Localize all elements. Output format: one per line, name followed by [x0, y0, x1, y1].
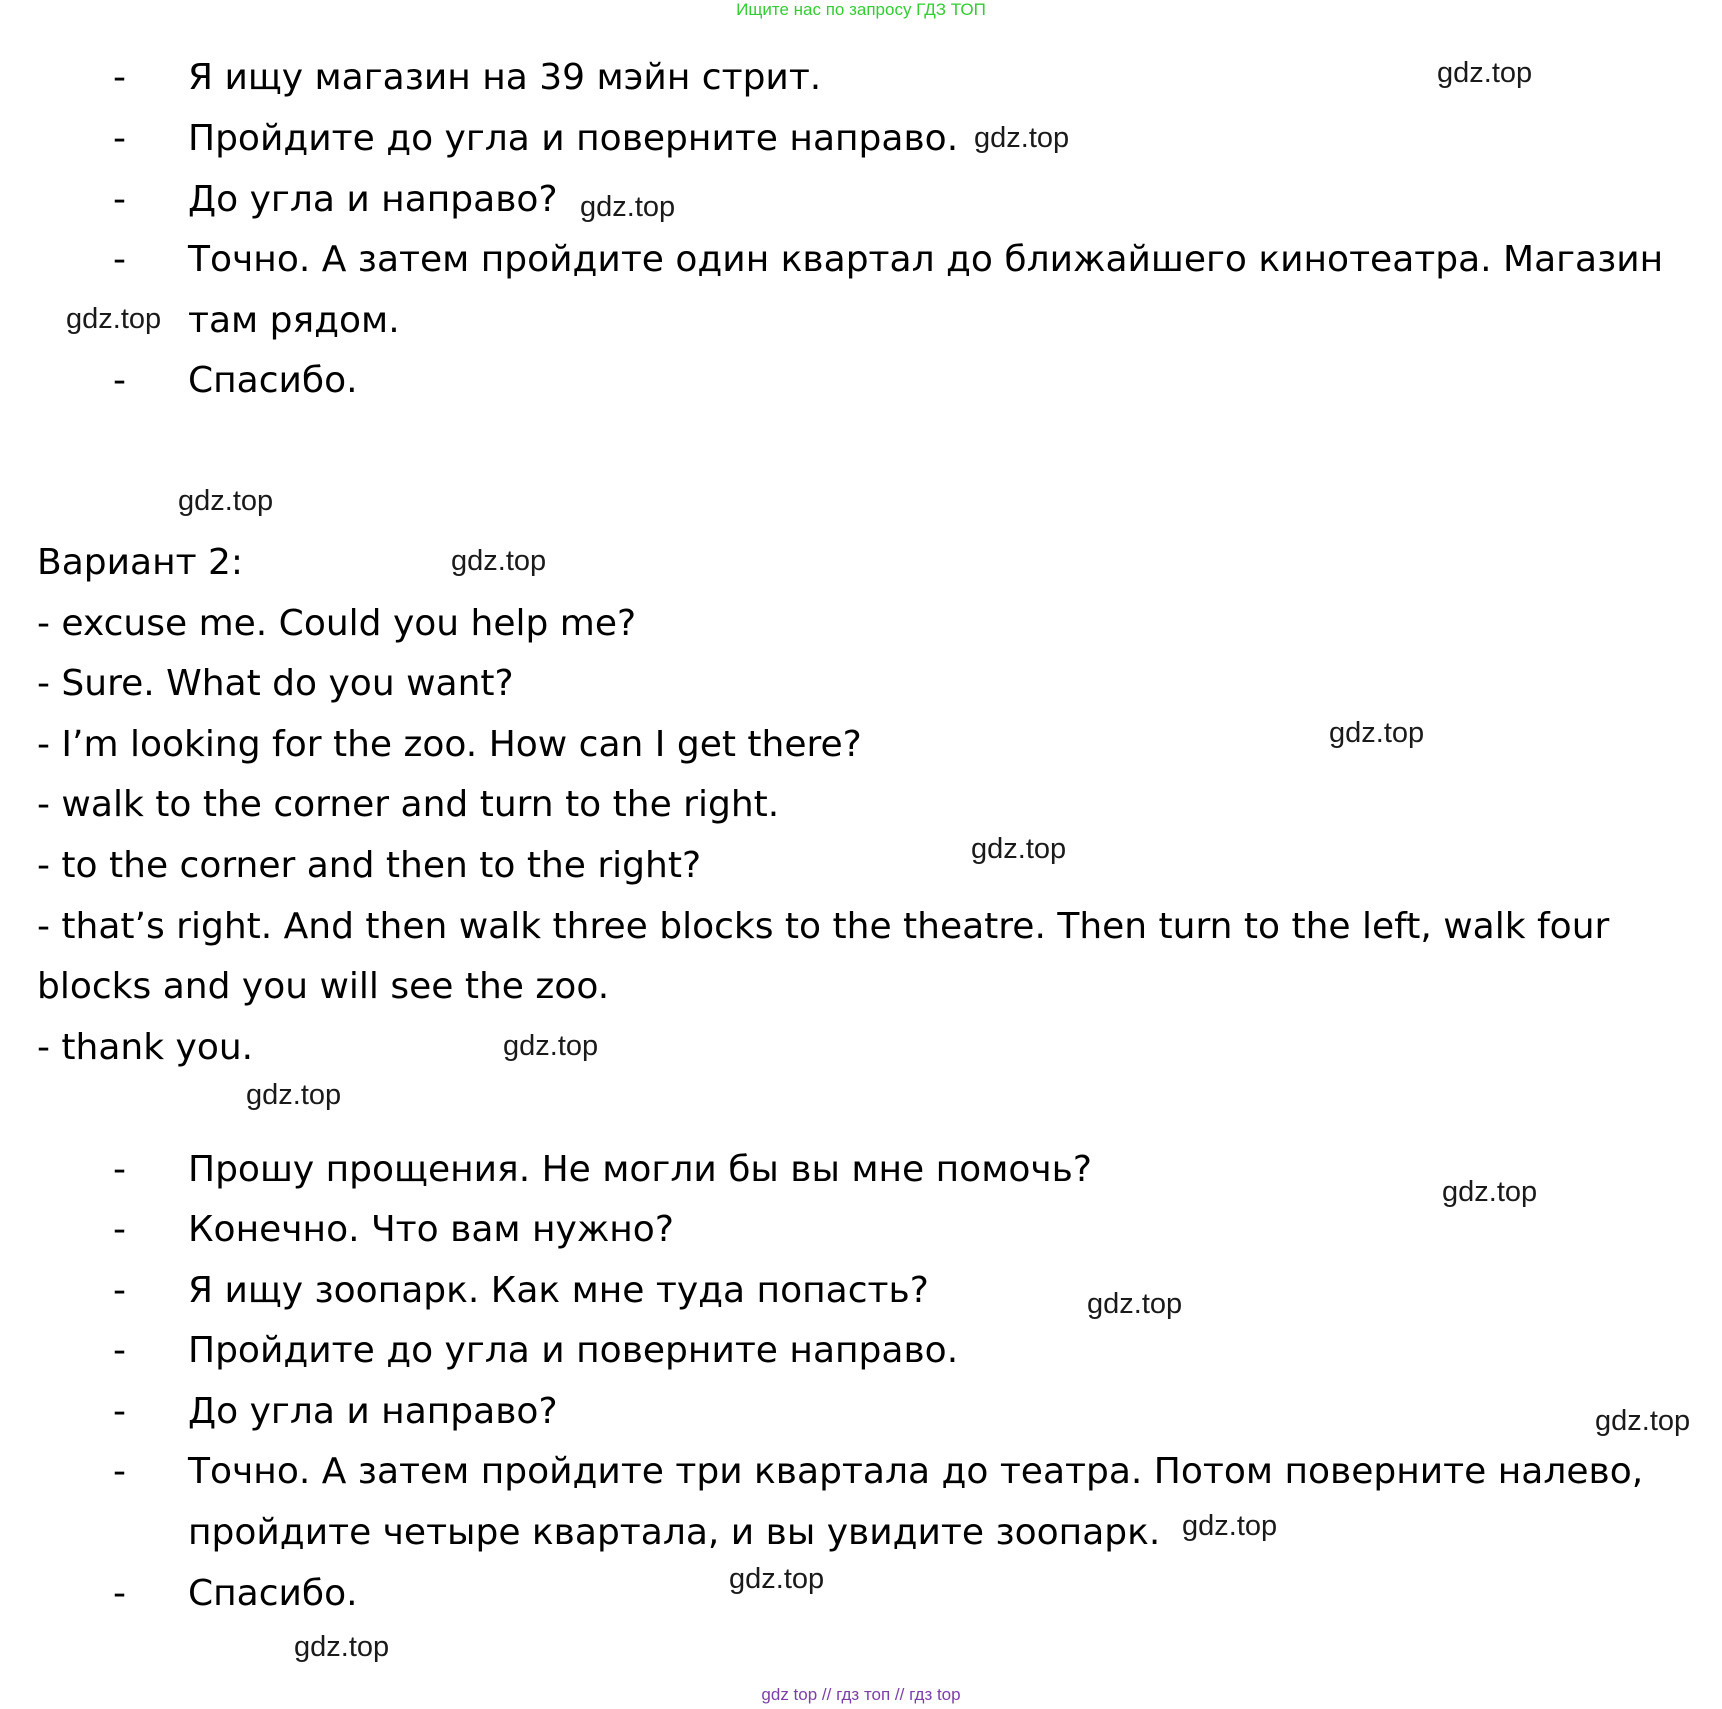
list-item: До угла и направо?	[188, 179, 558, 220]
list-item: Я ищу зоопарк. Как мне туда попасть?	[188, 1270, 929, 1311]
list-item-continuation: пройдите четыре квартала, и вы увидите зоопарк.	[188, 1512, 1161, 1553]
watermark: gdz.top	[971, 833, 1067, 865]
list-dash: -	[113, 118, 126, 159]
dialogue-line: - I’m looking for the zoo. How can I get there?	[37, 724, 862, 765]
list-dash: -	[113, 239, 126, 280]
watermark: gdz.top	[1437, 57, 1533, 89]
list-dash: -	[113, 1330, 126, 1371]
list-dash: -	[113, 1209, 126, 1250]
footer-note: gdz top // гдз топ // гдз top	[761, 1685, 961, 1704]
list-item: Спасибо.	[188, 360, 358, 401]
list-item: Прошу прощения. Не могли бы вы мне помочь?	[188, 1149, 1092, 1190]
dialogue-line: - Sure. What do you want?	[37, 663, 514, 704]
list-item: Пройдите до угла и поверните направо.	[188, 118, 959, 159]
list-item-continuation: там рядом.	[188, 300, 400, 341]
dialogue-line: - that’s right. And then walk three blocks to the theatre. Then turn to the left, walk four	[37, 906, 1610, 947]
watermark: gdz.top	[66, 303, 162, 335]
watermark: gdz.top	[246, 1079, 342, 1111]
watermark: gdz.top	[1087, 1288, 1183, 1320]
watermark: gdz.top	[1329, 717, 1425, 749]
watermark: gdz.top	[294, 1631, 390, 1663]
list-dash: -	[113, 179, 126, 220]
list-dash: -	[113, 360, 126, 401]
list-item: Точно. А затем пройдите три квартала до театра. Потом поверните налево,	[188, 1451, 1644, 1492]
watermark: gdz.top	[1595, 1405, 1691, 1437]
list-item: Пройдите до угла и поверните направо.	[188, 1330, 959, 1371]
watermark: gdz.top	[178, 485, 274, 517]
dialogue-line: - walk to the corner and turn to the right.	[37, 784, 780, 825]
list-item: До угла и направо?	[188, 1391, 558, 1432]
list-item: Спасибо.	[188, 1573, 358, 1614]
dialogue-line: - excuse me. Could you help me?	[37, 603, 637, 644]
watermark: gdz.top	[580, 191, 676, 223]
list-dash: -	[113, 1270, 126, 1311]
list-item: Я ищу магазин на 39 мэйн стрит.	[188, 57, 822, 98]
dialogue-line-continuation: blocks and you will see the zoo.	[37, 966, 610, 1007]
list-dash: -	[113, 57, 126, 98]
watermark: gdz.top	[1442, 1176, 1538, 1208]
list-item: Конечно. Что вам нужно?	[188, 1209, 674, 1250]
list-dash: -	[113, 1391, 126, 1432]
watermark: gdz.top	[974, 122, 1070, 154]
watermark: gdz.top	[451, 545, 547, 577]
watermark: gdz.top	[729, 1563, 825, 1595]
list-dash: -	[113, 1451, 126, 1492]
variant-heading: Вариант 2:	[37, 542, 244, 583]
watermark: gdz.top	[503, 1030, 599, 1062]
watermark: gdz.top	[1182, 1510, 1278, 1542]
list-dash: -	[113, 1149, 126, 1190]
list-dash: -	[113, 1573, 126, 1614]
dialogue-line: - to the corner and then to the right?	[37, 845, 702, 886]
header-note: Ищите нас по запросу ГДЗ ТОП	[736, 0, 986, 19]
dialogue-line: - thank you.	[37, 1027, 254, 1068]
list-item: Точно. А затем пройдите один квартал до ближайшего кинотеатра. Магазин	[188, 239, 1664, 280]
